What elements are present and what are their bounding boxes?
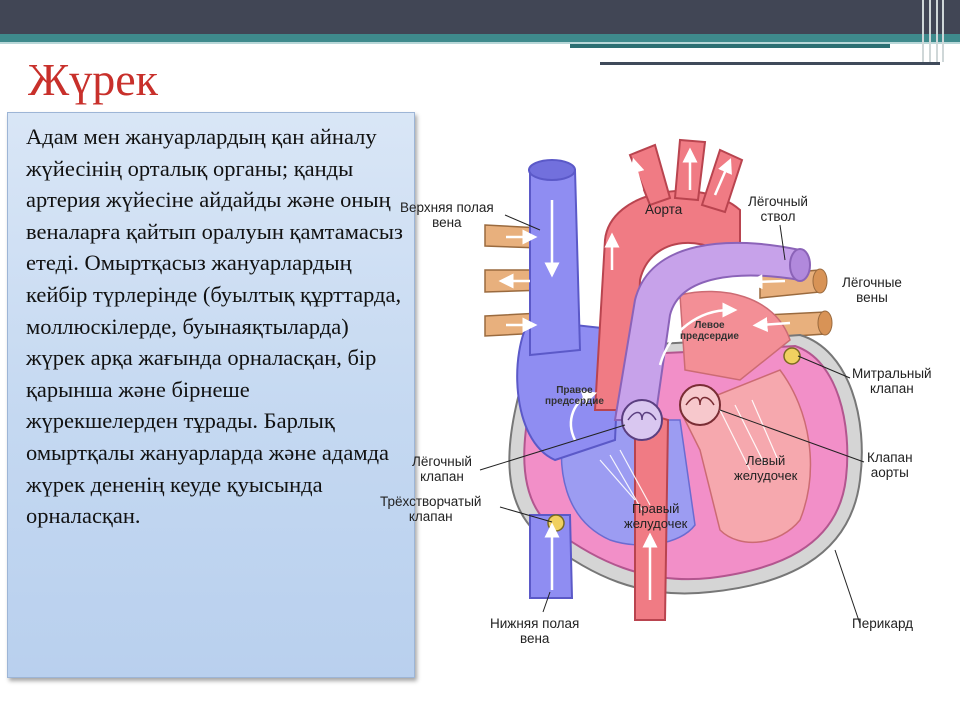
- text-box: [7, 112, 415, 678]
- heart-diagram: [380, 120, 960, 650]
- label-pulmonary-trunk: Лёгочный ствол: [748, 194, 808, 224]
- decor-stripe: [570, 44, 890, 48]
- top-accent-bar: [0, 34, 960, 42]
- label-mitral-valve: Митральный клапан: [852, 366, 932, 396]
- label-superior-vena-cava: Верхняя полая вена: [400, 200, 494, 230]
- top-bar: [0, 0, 960, 34]
- label-inferior-vena-cava: Нижняя полая вена: [490, 616, 580, 646]
- label-tricuspid-valve: Трёхстворчатый клапан: [380, 494, 482, 524]
- label-pulmonary-veins: Лёгочные вены: [842, 275, 902, 305]
- label-pericardium: Перикард: [852, 616, 914, 631]
- label-aortic-valve: Клапан аорты: [867, 450, 913, 480]
- leader-lines: [380, 120, 960, 650]
- label-aorta: Аорта: [645, 202, 683, 217]
- decor-lines: [922, 0, 946, 62]
- label-left-ventricle: Левый желудочек: [734, 453, 798, 483]
- slide-title: Жүрек: [28, 54, 158, 105]
- body-text: Адам мен жануарлардың қан айналу жүйесінің орталық органы; қанды артерия жүйесіне айдайды және оның веналарға қайтып оралуын қамтамасыз етеді. Омыртқасыз жануарлардың кейбір түрлерінде (буылтық құрттарда, моллюскілерде, буынаяқтыларда) жүрек арқа жағында орналасқан, бір қарынша және бірнеше жүрекшелерден тұрады. Барлық омыртқалы жануарларда және адамда жүрек дененің кеуде қуысында орналасқан.: [26, 124, 403, 529]
- label-pulmonary-valve: Лёгочный клапан: [412, 454, 472, 484]
- label-right-atrium: Правое предсердие: [545, 385, 604, 407]
- label-right-ventricle: Правый желудочек: [624, 501, 688, 531]
- decor-stripe-2: [600, 62, 940, 65]
- label-left-atrium: Левое предсердие: [680, 320, 739, 342]
